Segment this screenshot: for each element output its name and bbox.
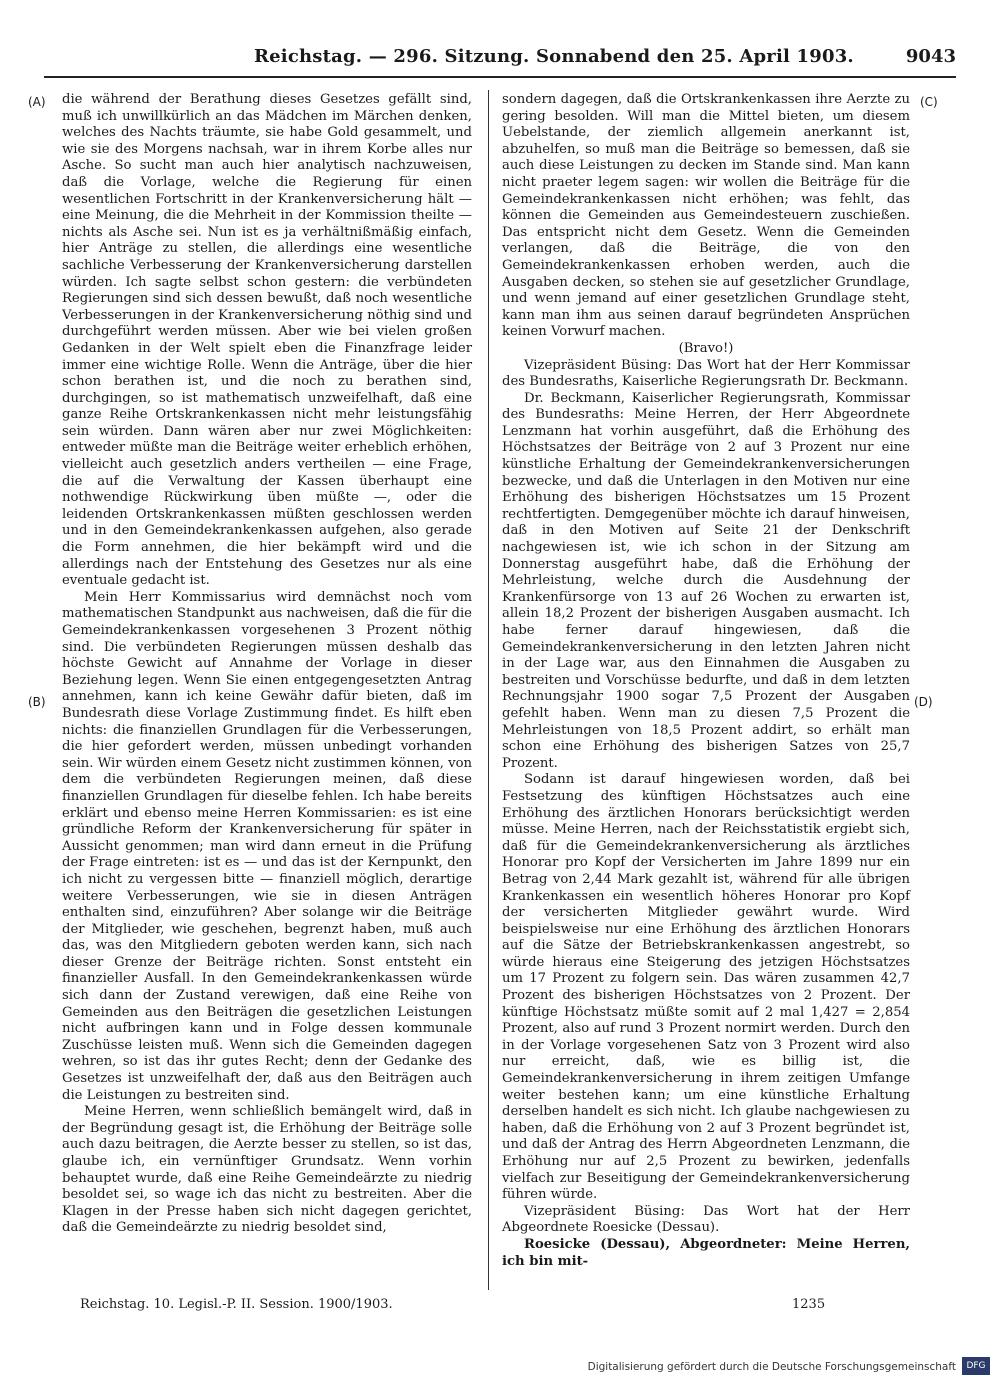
header-rule <box>44 76 956 78</box>
paragraph: Meine Herren, wenn schließlich bemängelt wird, daß in der Begründung gesagt ist, die Erhöhung der Beiträge solle auch dazu beitragen, die Aerzte besser zu stellen, so ist das, glaube ich, ein vernünftiger Grundsatz. Wenn vorhin behauptet wurde, daß eine Reihe Gemeindeärzte zu niedrig besoldet sei, so wage ich das nicht zu bestreiten. Aber die Klagen in der Presse haben sich nicht dagegen gerichtet, daß die Gemeindeärzte zu niedrig besoldet sind, <box>62 1104 472 1236</box>
footer-sheet-number: 1235 <box>792 1297 826 1312</box>
interjection: (Bravo!) <box>678 340 734 356</box>
footer-signature: Reichstag. 10. Legisl.-P. II. Session. 1900/1903. <box>80 1297 393 1312</box>
right-column <box>502 92 910 1270</box>
paragraph: sondern dagegen, daß die Ortskrankenkassen ihre Aerzte zu gering besolden. Will man die Mittel bieten, um diesem Uebelstande, der ziemlich allgemein anerkannt ist, abzuhelfen, so muß man die Beiträge so bemessen, daß sie auch diese Leistungen zu decken im Stande sind. Man kann nicht praeter legem sagen: wir wollen die Beiträge für die Gemeindekrankenkassen nicht erhöhen; was fehlt, das können die Gemeinden aus Gemeindesteuern zuschießen. Das entspricht nicht dem Gesetz. Wenn die Gemeinden verlangen, daß die Beiträge, die von den Gemeindekrankenkassen erhoben werden, auch die Ausgaben decken, so stehen sie auf gesetzlicher Grundlage, und wenn jemand auf einer gesetzlichen Grundlage steht, kann man ihm aus seinen darauf begründeten Ansprüchen keinen Vorwurf machen. <box>502 92 910 340</box>
column-divider <box>488 90 489 1290</box>
speaker-paragraph: Roesicke (Dessau), Abgeordneter: Meine Herren, ich bin mit- <box>502 1236 910 1269</box>
paragraph: Sodann ist darauf hingewiesen worden, daß bei Festsetzung des künftigen Höchstsatzes auch eine Erhöhung des ärztlichen Honorars berücksichtigt werden müsse. Meine Herren, nach der Reichsstatistik ergiebt sich, daß für die Gemeindekrankenversicherung als ärztliches Honorar pro Kopf der Versicherten im Jahre 1899 nur ein Betrag von 2,44 Mark gezahlt ist, während für alle übrigen Krankenkassen ein wesentlich höheres Honorar pro Kopf der versicherten Mitglieder gewährt wurde. Wird beispielsweise nur eine Erhöhung des ärztlichen Honorars auf die Sätze der Betriebskrankenkassen angestrebt, so würde hieraus eine Steigerung des jetzigen Höchstsatzes um 17 Prozent zu folgern sein. Das wären zusammen 42,7 Prozent des bisherigen Höchstsatzes von 2 Prozent. Der künftige Höchstsatz müßte somit auf 2 mal 1,427 = 2,854 Prozent, also auf rund 3 Prozent normirt werden. Durch den in der Vorlage vorgesehenen Satz von 3 Prozent wird also nur erreicht, daß, wie es billig ist, die Gemeindekrankenversicherung in ihrem zeitigen Umfange weiter bestehen kann; um eine künstliche Erhaltung derselben handelt es sich nicht. Ich glaube nachgewiesen zu haben, daß die Erhöhung von 2 auf 3 Prozent begründet ist, und daß der Antrag des Herrn Abgeordneten Lenzmann, die Erhöhung nur auf 2,5 Prozent zu bewirken, jedenfalls vielfach zur Beseitigung der Gemeindekrankenversicherung führen würde. <box>502 772 910 1203</box>
dfg-logo: DFG <box>962 1357 990 1375</box>
dfg-credit: Digitalisierung gefördert durch die Deutsche Forschungsgemeinschaft <box>587 1361 956 1373</box>
paragraph: die während der Berathung dieses Gesetzes gefällt sind, muß ich unwillkürlich an das Mädchen im Märchen denken, welches des Nachts träumte, sie habe Gold gesammelt, und wie sie des Morgens nachsah, war in ihrem Korbe alles nur Asche. So sucht man auch hier analytisch nachzuweisen, daß die Vorlage, welche die Regierung für einen wesentlichen Fortschritt in der Krankenversicherung hält — eine Meinung, die die Mehrheit in der Kommission theilte — nichts als Asche sei. Nun ist es ja verhältnißmäßig einfach, hier Anträge zu stellen, die allerdings eine wesentliche sachliche Verbesserung der Krankenversicherung darstellen würden. Ich sagte selbst schon gestern: die verbündeten Regierungen sind sich dessen bewußt, daß noch wesentliche Verbesserungen in der Krankenversicherung nöthig sind und durchgeführt werden müssen. Aber wie bei vielen großen Gedanken in der Welt spielt eben die Finanzfrage leider immer eine wichtige Rolle. Wenn die Anträge, über die hier schon berathen ist, und die noch zu berathen sind, durchgingen, so ist mathematisch unzweifelhaft, daß eine ganze Reihe Ortskrankenkassen nicht mehr leistungsfähig sein würden. Dann wären aber nur zwei Möglichkeiten: entweder müßte man die Beiträge weiter erheblich erhöhen, vielleicht auch gesetzlich anders vertheilen — eine Frage, die auf die Verwaltung der Kassen überhaupt eine nothwendige Rückwirkung üben müßte —, oder die leidenden Ortskrankenkassen müßten geschlossen werden und in den Gemeindekrankenkassen aufgehen, also gerade die Form annehmen, die hier bekämpft wird und die allerdings nach der Entstehung des Gesetzes nur als eine eventuale gedacht ist. <box>62 92 472 589</box>
page-number: 9043 <box>905 46 956 67</box>
speech-paragraph: Dr. Beckmann, Kaiserlicher Regierungsrath, Kommissar des Bundesraths: Meine Herren, der Herr Abgeordnete Lenzmann hat vorhin ausgeführt, daß die Erhöhung des Höchstsatzes der Beiträge von 2 auf 3 Prozent nur eine künstliche Erhaltung der Gemeindekrankenversicherungen bezwecke, und daß die Unterlagen in den Motiven nur eine Erhöhung des bisherigen Höchstsatzes um 15 Prozent rechtfertigten. Demgegenüber möchte ich darauf hinweisen, daß in den Motiven auf Seite 21 der Denkschrift nachgewiesen ist, wie ich schon in der Sitzung am Donnerstag ausgeführt habe, daß die Erhöhung der Mehrleistung, welche durch die Ausdehnung der Krankenfürsorge von 13 auf 26 Wochen zu erwarten ist, allein 18,2 Prozent der bisherigen Ausgaben ausmacht. Ich habe ferner darauf hingewiesen, daß die Gemeindekrankenversicherung in den letzten Jahren nicht in der Lage war, aus den Einnahmen die Ausgaben zu bestreiten und Vorschüsse bedurfte, und daß in dem letzten Rechnungsjahr 1900 sogar 7,5 Prozent der Ausgaben gefehlt haben. Wenn man zu diesen 7,5 Prozent die Mehrleistungen von 18,5 Prozent addirt, so erhält man schon eine Erhöhung des bisherigen Satzes von 25,7 Prozent. <box>502 390 910 771</box>
margin-marker-c: (C) <box>920 95 938 109</box>
margin-marker-a: (A) <box>28 95 46 109</box>
margin-marker-b: (B) <box>28 695 46 709</box>
margin-marker-d: (D) <box>914 695 933 709</box>
speaker-paragraph: Vizepräsident Büsing: Das Wort hat der Herr Abgeordnete Roesicke (Dessau). <box>502 1203 910 1236</box>
left-column <box>62 92 472 1237</box>
running-head: Reichstag. — 296. Sitzung. Sonnabend den 25. April 1903. <box>254 46 854 67</box>
paragraph: Mein Herr Kommissarius wird demnächst noch vom mathematischen Standpunkt aus nachweisen, daß die für die Gemeindekrankenkassen vorgesehenen 3 Prozent nöthig sind. Die verbündeten Regierungen müssen deshalb das höchste Gewicht auf Annahme der Vorlage in dieser Beziehung legen. Wenn Sie einen entgegengesetzten Antrag annehmen, kann ich keine Gewähr dafür bieten, daß im Bundesrath diese Vorlage Zustimmung findet. Es hilft eben nichts: die finanziellen Grundlagen für die Verbesserungen, die hier gefordert werden, müssen unbedingt vorhanden sein. Wir würden einem Gesetz nicht zustimmen können, von dem die verbündeten Regierungen meinen, daß diese finanziellen Grundlagen für dieselbe fehlen. Ich habe bereits erklärt und ebenso meine Herren Kommissarien: es ist eine gründliche Reform der Krankenversicherung für später in Aussicht genommen; man wird dann erneut in die Prüfung der Frage eintreten: ist es — und das ist der Kernpunkt, den ich nicht zu vergessen bitte — finanziell möglich, derartige weitere Verbesserungen, wie sie in diesen Anträgen enthalten sind, einzuführen? Aber solange wir die Beiträge der Mitglieder, wie geschehen, begrenzt haben, muß auch das, was den Mitgliedern geboten werden kann, sich nach dieser Grenze der Beiträge richten. Sonst entsteht ein finanzieller Ausfall. In den Gemeindekrankenkassen würde sich dann der Zustand verewigen, daß eine Reihe von Gemeinden aus den Beiträgen die gesetzlichen Leistungen nicht aufbringen kann und in Folge dessen kommunale Zuschüsse leisten muß. Wenn sich die Gemeinden dagegen wehren, so ist das ihr gutes Recht; denn der Gedanke des Gesetzes ist unzweifelhaft der, daß aus den Beiträgen auch die Leistungen zu bestreiten sind. <box>62 589 472 1103</box>
speaker-paragraph: Vizepräsident Büsing: Das Wort hat der Herr Kommissar des Bundesraths, Kaiserliche Regierungsrath Dr. Beckmann. <box>502 357 910 390</box>
page-header <box>44 46 956 72</box>
